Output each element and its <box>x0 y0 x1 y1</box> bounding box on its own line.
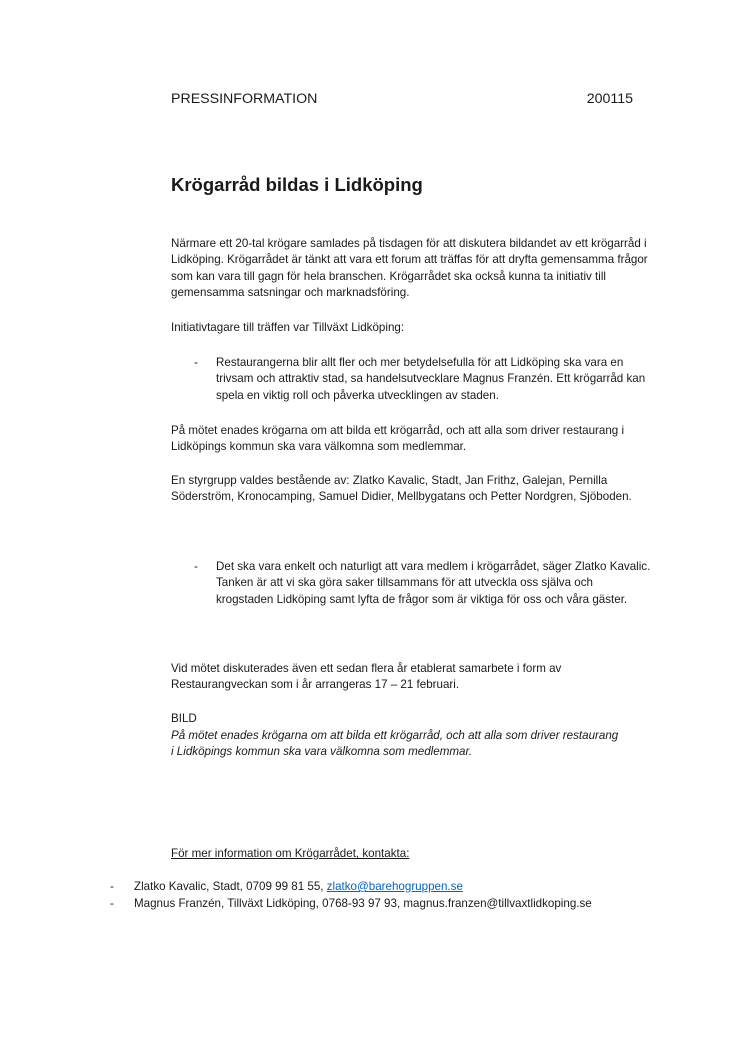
contact-dash: - <box>110 880 114 893</box>
header-date: 200115 <box>586 91 633 107</box>
quote-text-2: Det ska vara enkelt och naturligt att vara medlem i krögarrådet, säger Zlatko Kavalic. Tanken är att vi ska göra saker tillsammans för att utveckla oss själva och krogstaden Lidköping samt lyfta de frågor som är viktiga för oss och våra gäster. <box>216 560 651 606</box>
quote-item-2 <box>194 559 651 608</box>
contact-email-link[interactable]: zlatko@barehogruppen.se <box>326 880 463 893</box>
meeting-paragraph: På mötet enades krögarna om att bilda ett krögarråd, och att alla som driver restaurang i Lidköpings kommun ska vara välkomna som medlemmar. <box>171 424 625 454</box>
contact-dash: - <box>110 897 114 910</box>
quote-dash: - <box>194 356 198 369</box>
contact-text-2: Magnus Franzén, Tillväxt Lidköping, 0768-93 97 93, magnus.franzen@tillvaxtlidkoping.se <box>134 897 592 910</box>
quote-item-1 <box>194 355 651 404</box>
intro-paragraph: Närmare ett 20-tal krögare samlades på tisdagen för att diskutera bildandet av ett krögarråd i Lidköping. Krögarrådet är tänkt att vara ett forum att träffas för att dryfta gemensamma frågor som kan vara till gagn för hela branschen. Krögarrådet ska också kunna ta initiativ till gemensamma satsningar och marknadsföring. <box>171 237 648 300</box>
contact-text-1: Zlatko Kavalic, Stadt, 0709 99 81 55, <box>134 880 327 893</box>
header-row <box>171 91 633 107</box>
initiator-paragraph: Initiativtagare till träffen var Tillväxt Lidköping: <box>171 321 405 334</box>
contact-info-1 <box>134 879 463 895</box>
contact-heading: För mer information om Krögarrådet, kontakta: <box>171 847 410 860</box>
header-label: PRESSINFORMATION <box>171 91 318 107</box>
image-caption-label: BILD <box>171 712 197 725</box>
page-title: Krögarråd bildas i Lidköping <box>171 174 423 195</box>
restaurant-week-paragraph: Vid mötet diskuterades även ett sedan flera år etablerat samarbete i form av Restaurangveckan som i år arrangeras 17 – 21 februari. <box>171 662 562 692</box>
steering-group-paragraph: En styrgrupp valdes bestående av: Zlatko Kavalic, Stadt, Jan Frithz, Galejan, Pernilla Söderström, Kronocamping, Samuel Didier, Mellbygatans och Petter Nordgren, Sjöboden. <box>171 474 632 504</box>
image-caption-text: På mötet enades krögarna om att bilda ett krögarråd, och att alla som driver restaurang i Lidköpings kommun ska vara välkomna som medlemmar. <box>171 729 619 759</box>
quote-text-1: Restaurangerna blir allt fler och mer betydelsefulla för att Lidköping ska vara en trivsam och attraktiv stad, sa handelsutvecklare Magnus Franzén. Ett krögarråd kan spela en viktig roll och påverka utvecklingen av staden. <box>216 356 646 402</box>
quote-dash: - <box>194 560 198 573</box>
